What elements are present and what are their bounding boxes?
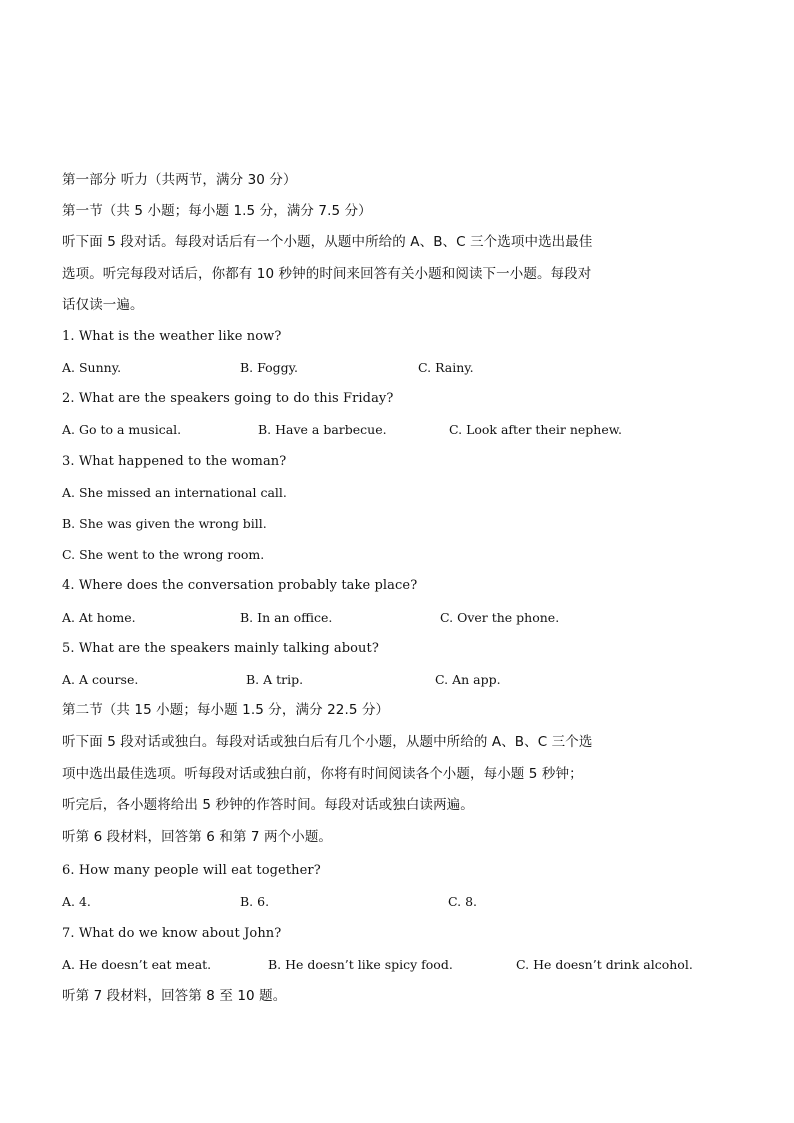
section1-instructions-line1: 听下面 5 段对话。每段对话后有一个小题，从题中所给的 A、B、C 三个选项中选出最佳: [62, 234, 593, 250]
question-5-option-c: C. An app.: [435, 672, 501, 687]
question-6-option-c: C. 8.: [448, 894, 477, 909]
section2-instructions-line1: 听下面 5 段对话或独白。每段对话或独白后有几个小题，从题中所给的 A、B、C 三个选: [62, 734, 593, 750]
section1-instructions-line3: 话仅读一遍。: [62, 297, 144, 313]
material-6-instruction: 听第 6 段材料，回答第 6 和第 7 两个小题。: [62, 829, 333, 845]
question-2-option-b: B. Have a barbecue.: [258, 422, 387, 437]
part1-heading: 第一部分 听力（共两节，满分 30 分）: [62, 172, 297, 188]
material-7-instruction: 听第 7 段材料，回答第 8 至 10 题。: [62, 988, 287, 1004]
question-6-stem: 6. How many people will eat together?: [62, 863, 321, 878]
question-7-option-b: B. He doesn’t like spicy food.: [268, 957, 453, 972]
section2-heading: 第二节（共 15 小题；每小题 1.5 分，满分 22.5 分）: [62, 702, 390, 718]
question-2-stem: 2. What are the speakers going to do this Friday?: [62, 391, 394, 406]
question-6-option-b: B. 6.: [240, 894, 270, 909]
section1-instructions-line2: 选项。听完每段对话后，你都有 10 秒钟的时间来回答有关小题和阅读下一小题。每段对: [62, 266, 592, 282]
question-1-option-b: B. Foggy.: [240, 360, 299, 375]
question-4-option-b: B. In an office.: [240, 610, 333, 625]
question-2-option-a: A. Go to a musical.: [62, 422, 182, 437]
question-5-option-a: A. A course.: [62, 672, 139, 687]
question-2-option-c: C. Look after their nephew.: [449, 422, 622, 437]
question-3-stem: 3. What happened to the woman?: [62, 454, 287, 469]
question-4-option-c: C. Over the phone.: [440, 610, 560, 625]
section2-instructions-line2: 项中选出最佳选项。听每段对话或独白前，你将有时间阅读各个小题，每小题 5 秒钟；: [62, 766, 583, 782]
question-3-option-b: B. She was given the wrong bill.: [62, 516, 267, 531]
question-4-stem: 4. Where does the conversation probably take place?: [62, 578, 418, 593]
question-1-option-a: A. Sunny.: [62, 360, 122, 375]
question-3-option-a: A. She missed an international call.: [62, 485, 287, 500]
question-7-option-c: C. He doesn’t drink alcohol.: [516, 957, 693, 972]
section2-instructions-line3: 听完后，各小题将给出 5 秒钟的作答时间。每段对话或独白读两遍。: [62, 797, 474, 813]
question-4-option-a: A. At home.: [62, 610, 136, 625]
question-5-stem: 5. What are the speakers mainly talking about?: [62, 641, 379, 656]
question-1-stem: 1. What is the weather like now?: [62, 329, 282, 344]
question-3-option-c: C. She went to the wrong room.: [62, 547, 265, 562]
question-7-option-a: A. He doesn’t eat meat.: [62, 957, 212, 972]
question-7-stem: 7. What do we know about John?: [62, 926, 282, 941]
question-5-option-b: B. A trip.: [246, 672, 304, 687]
question-1-option-c: C. Rainy.: [418, 360, 474, 375]
section1-heading: 第一节（共 5 小题；每小题 1.5 分，满分 7.5 分）: [62, 203, 372, 219]
question-6-option-a: A. 4.: [62, 894, 91, 909]
